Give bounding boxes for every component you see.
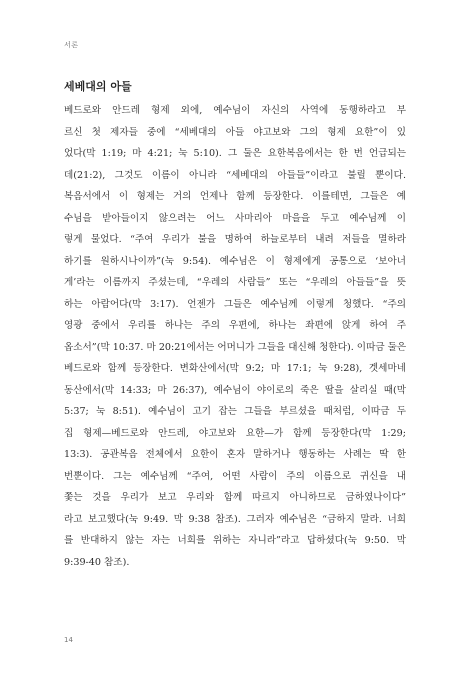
text-line: 5:37; 눅 8:51). 예수님이 고기 잡는 그들을 부르셨을 때처럼, 이따금 두 — [64, 406, 406, 417]
text-line: 베드로와 안드레 형제 외에, 예수님이 자신의 사역에 동행하라고 부 — [64, 105, 406, 116]
text-line: 집 형제—베드로와 안드레, 야고보와 요한—가 함께 등장한다(막 1:29; — [64, 427, 406, 439]
text-line: 13:3). 공관복음 전체에서 요한이 혼자 말하거나 행동하는 사례는 딱 한 — [64, 449, 406, 460]
text-line: 데(21:2), 그것도 이름이 아니라 “세베대의 아들들”이라고 불릴 뿐이다. — [64, 169, 406, 181]
text-line: 르신 첫 제자들 중에 “세베대의 아들 야고보와 그의 형제 요한”이 있 — [64, 126, 406, 138]
text-line: 렇게 물었다. “주여 우리가 불을 명하여 하늘로부터 내려 저들을 멸하라 — [64, 234, 406, 245]
text-line: 쫓는 것을 우리가 보고 우리와 함께 따르지 아니하므로 금하였나이다” — [64, 492, 406, 503]
text-line: 복음서에서 이 형제는 거의 언제나 함께 등장한다. 이를테면, 그들은 예 — [64, 191, 406, 202]
text-line: 베드로와 함께 등장한다. 변화산에서(막 9:2; 마 17:1; 눅 9:28), 겟세마네 — [64, 363, 406, 374]
text-line: 하기를 원하시나이까”(눅 9:54). 예수님은 이 형제에게 공통으로 ‘보아너 — [64, 255, 406, 267]
text-line: 번뿐이다. 그는 예수님께 “주여, 어떤 사람이 주의 이름으로 귀신을 내 — [64, 470, 406, 482]
text-line: 영광 중에서 우리를 하나는 주의 우편에, 하나는 좌편에 앉게 하여 주 — [64, 320, 406, 331]
body-text — [64, 100, 406, 573]
section-title: 세베대의 아들 — [64, 80, 132, 93]
text-line: 하는 아람어다(막 3:17). 언젠가 그들은 예수님께 이렇게 청했다. “주의 — [64, 298, 406, 310]
text-line: 옵소서”(막 10:37. 마 20:21에서는 어머니가 그들을 대신해 청한다). 이따금 둘은 — [64, 341, 407, 353]
text-line: 9:39-40 참조). — [64, 556, 130, 568]
text-line: 동산에서(막 14:33; 마 26:37), 예수님이 야이로의 죽은 딸을 살리실 때(막 — [64, 384, 406, 396]
running-head: 서론 — [64, 41, 79, 49]
text-line: 었다(막 1:19; 마 4:21; 눅 5:10). 그 둘은 요한복음에서는 한 번 언급되는 — [64, 148, 406, 159]
text-line: 라고 보고했다(눅 9:49. 막 9:38 참조). 그러자 예수님은 “금하지 말라. 너희 — [64, 513, 406, 525]
text-line: 를 반대하지 않는 자는 너희를 위하는 자니라”라고 답하셨다(눅 9:50. 막 — [64, 535, 406, 546]
page-number: 14 — [64, 636, 73, 644]
text-line: 수님을 받아들이지 않으려는 어느 사마리아 마을을 두고 예수님께 이 — [64, 212, 406, 224]
text-line: 게’라는 이름까지 주셨는데, “우레의 사람들” 또는 “우레의 아들들”을 뜻 — [64, 277, 406, 288]
